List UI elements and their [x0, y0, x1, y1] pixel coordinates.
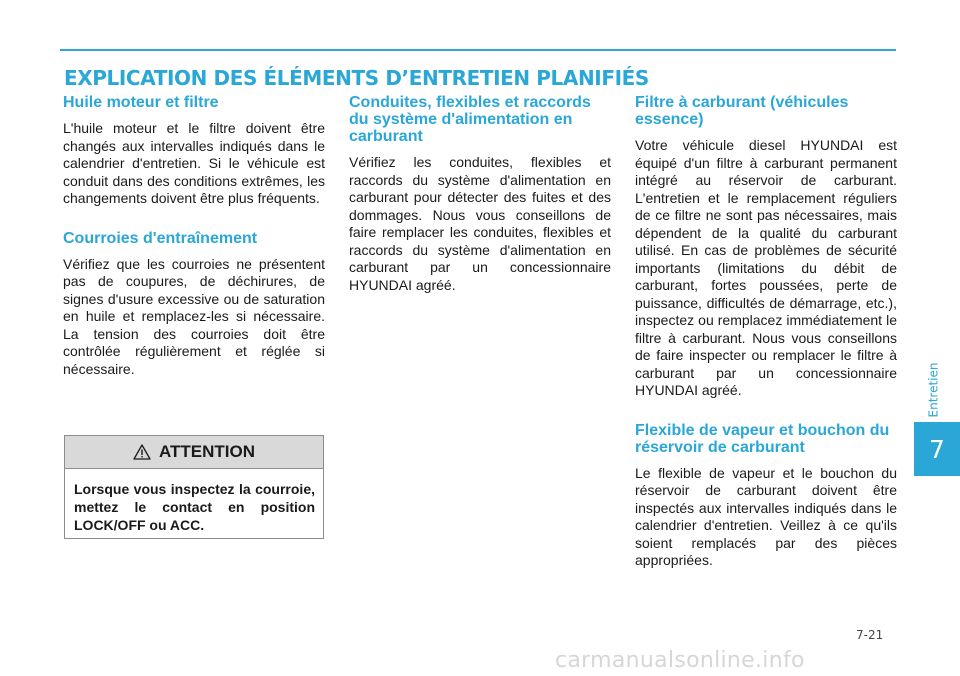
section-title: EXPLICATION DES ÉLÉMENTS D’ENTRETIEN PLANIFIÉS: [64, 66, 649, 90]
fuel-lines-heading: Conduites, flexibles et raccords du système d'alimentation en carburant: [349, 94, 591, 145]
chapter-side-label-text: Entretien: [926, 362, 941, 418]
fuel-lines-text: Vérifiez les conduites, flexibles et raccords du système d'alimentation en carburant pour détecter des fuites et des dommages. Nous vous conseillons de faire remplacer les conduites, flexibles et raccords du système d'alimentation en carburant par un concessionnaire HYUNDAI agréé.: [349, 154, 611, 293]
vapor-hose-text: Le flexible de vapeur et le bouchon du réservoir de carburant doivent être inspectés aux intervalles indiqués dans le calendrier d'entretien. Veillez à ce qu'ils soient remplacés par des pièces appropriées.: [635, 464, 897, 568]
chapter-tab: [914, 422, 960, 476]
oil-filter-text: L'huile moteur et le filtre doivent être changés aux intervalles indiqués dans le calendrier d'entretien. Si le véhicule est conduit dans des conditions extrêmes, les changements doivent être plus fréquents.: [63, 120, 325, 206]
column-middle: [349, 94, 611, 316]
attention-box: [64, 435, 324, 539]
oil-filter-heading: Huile moteur et filtre: [63, 94, 219, 111]
watermark: carmanualsonline.info: [555, 648, 805, 673]
column-right: [635, 94, 897, 592]
page-number: 7-21: [856, 628, 884, 642]
warning-triangle-icon: [133, 444, 151, 460]
attention-title: ATTENTION: [158, 442, 255, 461]
drive-belts-heading: Courroies d'entraînement: [63, 229, 258, 247]
fuel-filter-heading: Filtre à carburant (véhicules essence): [635, 94, 849, 128]
chapter-number: 7: [929, 434, 945, 464]
column-left: [63, 94, 325, 400]
header-rule: [60, 49, 896, 51]
drive-belts-text: Vérifiez que les courroies ne présentent pas de coupures, de déchirures, de signes d'usure excessive ou de saturation en huile et remplacez-les si nécessaire. La tension des courroies doit être contrôlée régulièrement et réglée si nécessaire.: [63, 255, 325, 377]
attention-text: Lorsque vous inspectez la courroie, mettez le contact en position LOCK/OFF ou ACC.: [74, 481, 315, 533]
chapter-side-label: [924, 362, 942, 418]
attention-header: [65, 436, 323, 469]
vapor-hose-heading: Flexible de vapeur et bouchon du réservoir de carburant: [635, 421, 890, 456]
fuel-filter-text: Votre véhicule diesel HYUNDAI est équipé d'un filtre à carburant permanent intégré au réservoir de carburant. L'entretien et le remplacement réguliers de ce filtre ne sont pas nécessaires, mais dépendent de la qualité du carburant utilisé. En cas de problèmes de sécurité importants (limitations du débit de carburant, fortes poussées, perte de puissance, difficultés de démarrage, etc.), inspectez ou remplacez immédiatement le filtre à carburant. Nous vous conseillons de faire inspecter ou remplacer le filtre à carburant par un concessionnaire HYUNDAI agréé.: [635, 137, 897, 398]
